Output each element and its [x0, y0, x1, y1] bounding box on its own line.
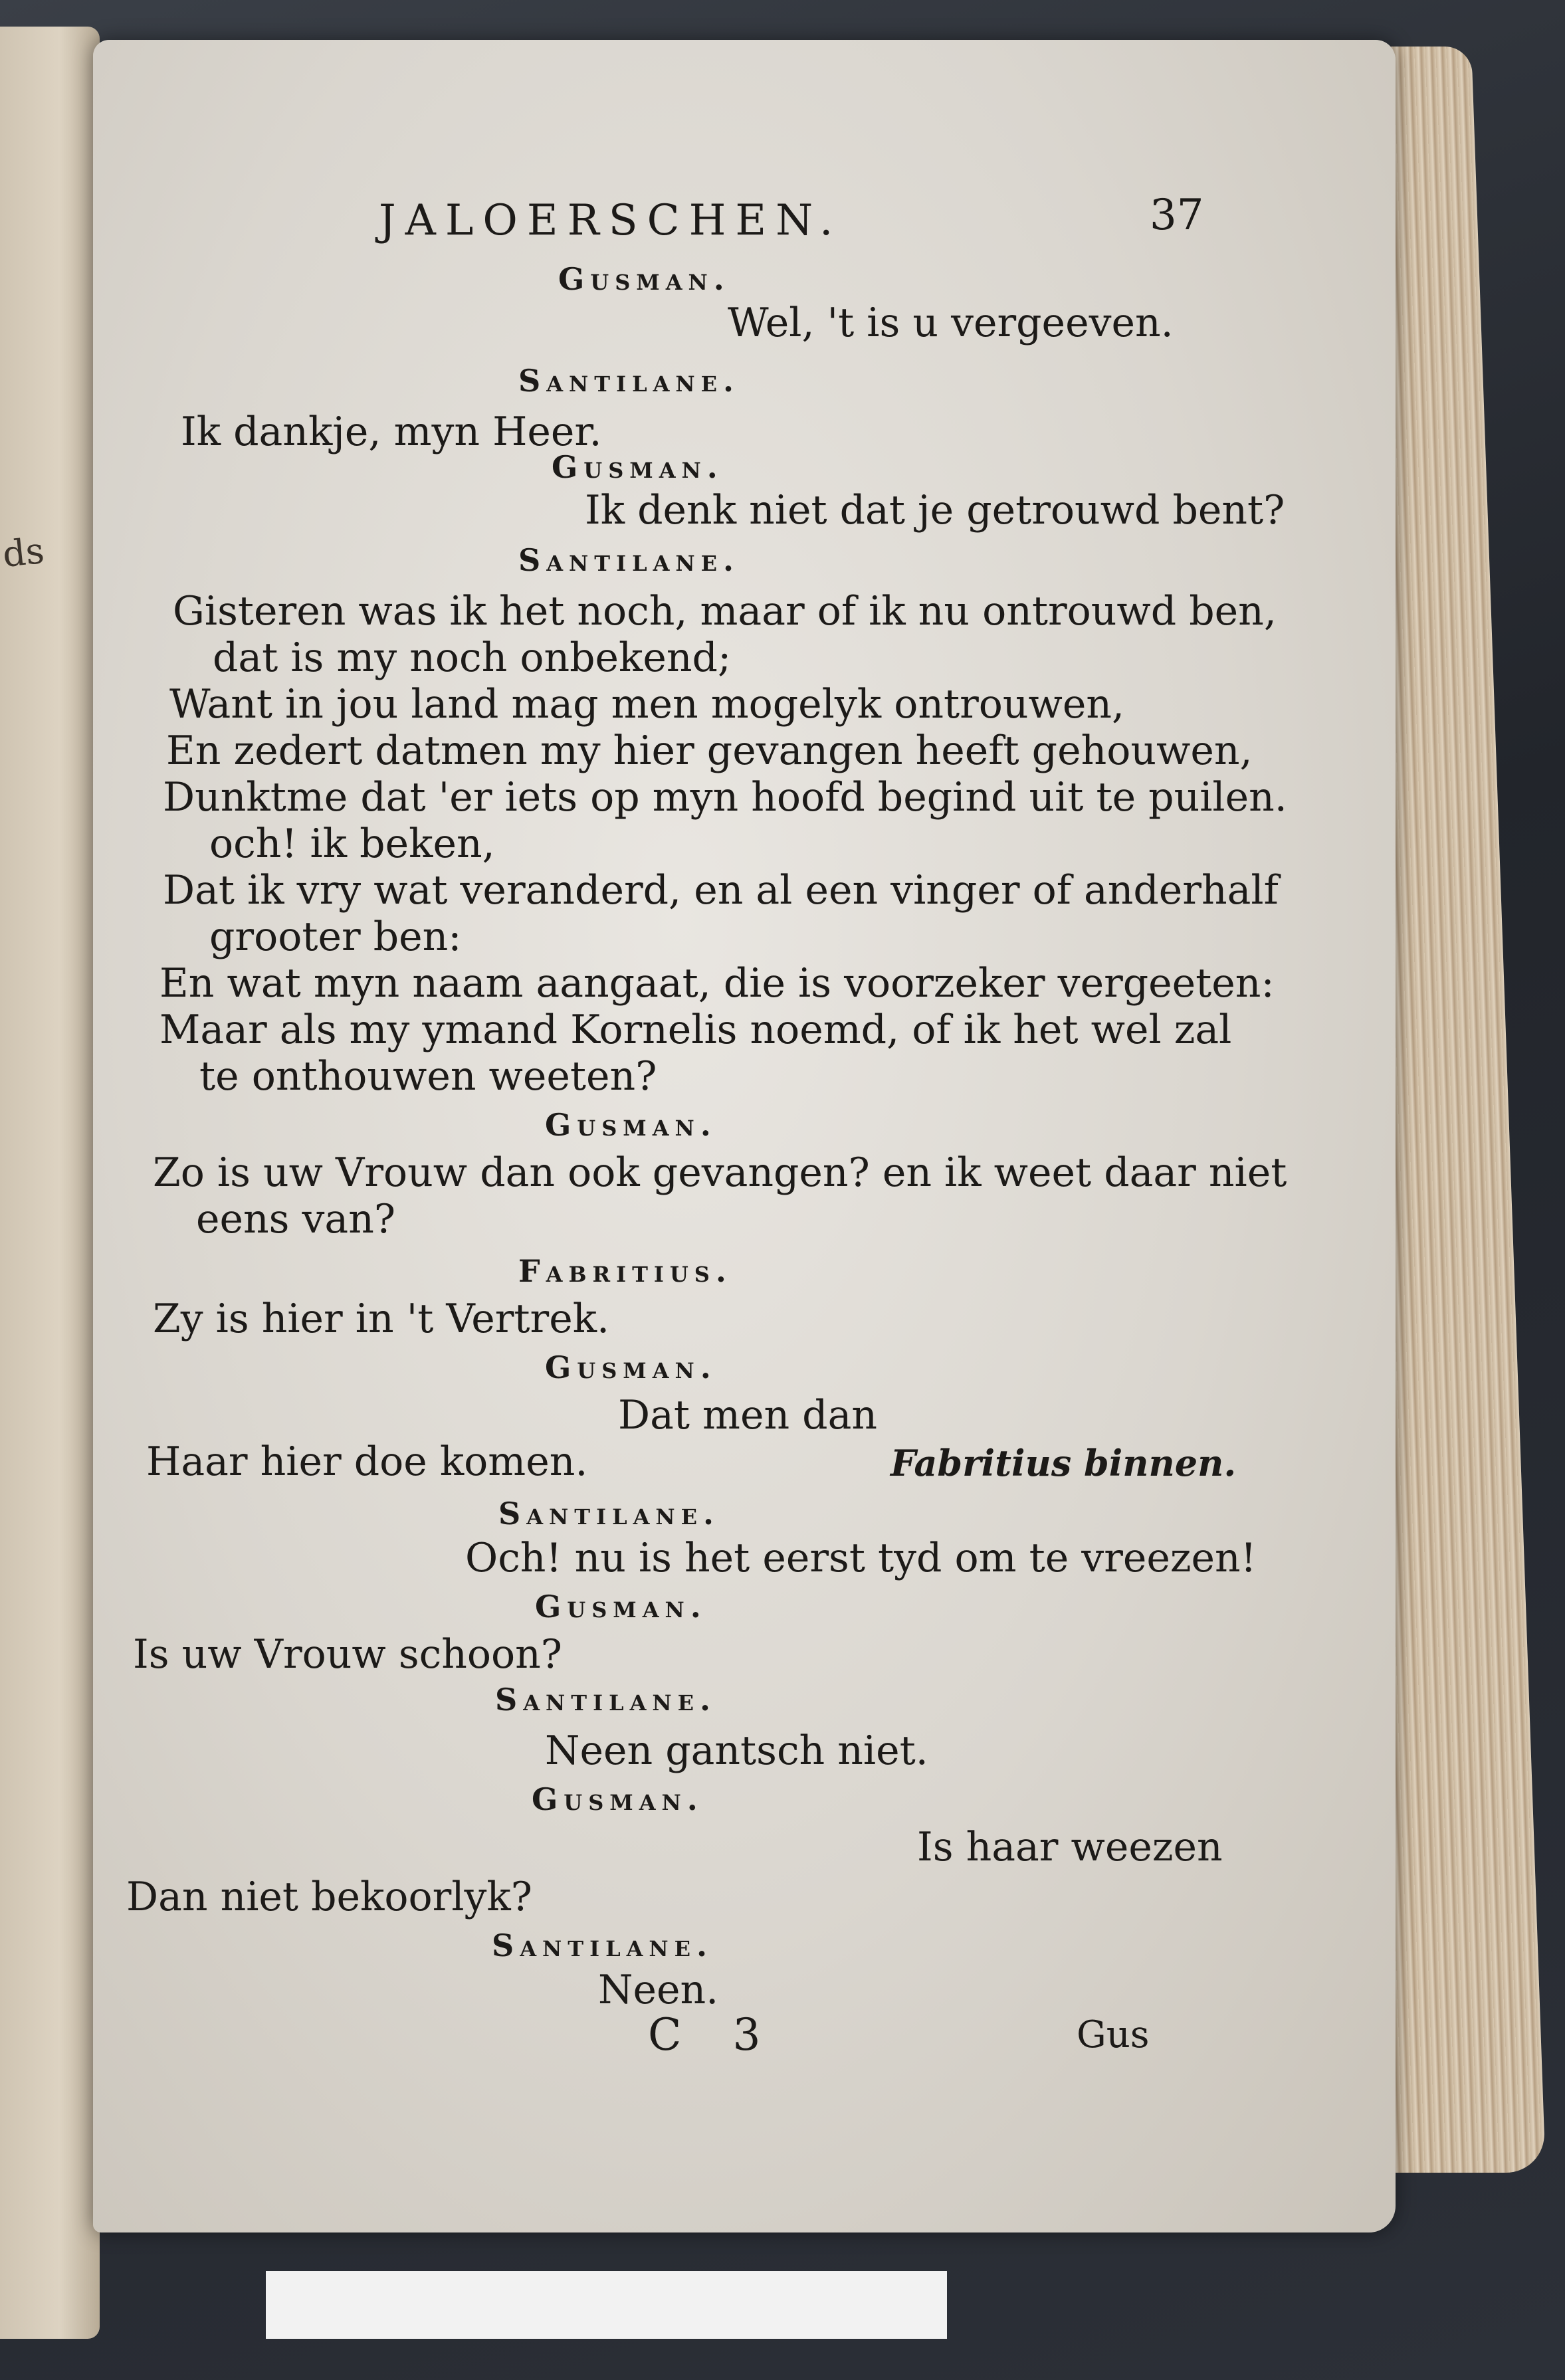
verse-line: Is uw Vrouw schoon? [133, 1631, 562, 1678]
verse-line: En wat myn naam aangaat, die is voorzeker vergeeten: [159, 960, 1275, 1007]
redaction-bar [266, 2271, 947, 2339]
verse-line: grooter ben: [209, 914, 462, 960]
speaker-heading: Fabritius. [518, 1253, 732, 1289]
speaker-heading: Gusman. [558, 261, 730, 297]
speaker-heading: Santilane. [518, 363, 740, 399]
running-head: JALOERSCHEN. [379, 196, 843, 245]
speaker-heading: Gusman. [552, 449, 724, 485]
stage-direction: Fabritius binnen. [890, 1442, 1237, 1484]
verse-line: Neen. [598, 1967, 719, 2013]
left-page-edge [0, 27, 100, 2339]
verse-line: Haar hier doe komen. [146, 1438, 588, 1485]
verse-line: eens van? [196, 1196, 395, 1242]
catchword: Gus [1077, 2013, 1150, 2056]
verse-line: Zy is hier in 't Vertrek. [153, 1296, 610, 1342]
speaker-heading: Gusman. [532, 1781, 704, 1817]
verse-line: Dat men dan [618, 1392, 877, 1438]
speaker-heading: Gusman. [535, 1589, 707, 1625]
verse-line: Is haar weezen [917, 1824, 1223, 1870]
verse-line: Wel, 't is u vergeeven. [728, 300, 1174, 346]
verse-line: Ik dankje, myn Heer. [181, 409, 602, 455]
verse-line: Gisteren was ik het noch, maar of ik nu ontrouwd ben, [173, 588, 1277, 635]
signature-mark: C 3 [648, 2009, 780, 2060]
speaker-heading: Santilane. [518, 542, 740, 578]
verse-line: Dan niet bekoorlyk? [126, 1874, 532, 1920]
book-page [93, 40, 1396, 2232]
verse-line: Maar als my ymand Kornelis noemd, of ik het wel zal [159, 1007, 1232, 1053]
verse-line: Zo is uw Vrouw dan ook gevangen? en ik weet daar niet [153, 1149, 1287, 1196]
page-number: 37 [1150, 191, 1204, 240]
speaker-heading: Santilane. [492, 1928, 714, 1963]
verse-line: Dunktme dat 'er iets op myn hoofd begind uit te puilen. [163, 774, 1287, 821]
verse-line: dat is my noch onbekend; [213, 635, 732, 681]
speaker-heading: Gusman. [545, 1107, 717, 1143]
left-page-text-fragment: ds [0, 529, 47, 576]
verse-line: Ik denk niet dat je getrouwd bent? [585, 487, 1285, 534]
verse-line: Dat ik vry wat veranderd, en al een vinger of anderhalf [163, 867, 1279, 914]
verse-line: Och! nu is het eerst tyd om te vreezen! [465, 1535, 1257, 1581]
speaker-heading: Santilane. [495, 1682, 717, 1718]
verse-line: En zedert datmen my hier gevangen heeft gehouwen, [166, 728, 1253, 774]
verse-line: och! ik beken, [209, 821, 495, 867]
verse-line: te onthouwen weeten? [199, 1053, 657, 1100]
speaker-heading: Gusman. [545, 1349, 717, 1385]
verse-line: Neen gantsch niet. [545, 1728, 928, 1774]
speaker-heading: Santilane. [498, 1496, 720, 1532]
verse-line: Want in jou land mag men mogelyk ontrouwen, [169, 681, 1125, 728]
